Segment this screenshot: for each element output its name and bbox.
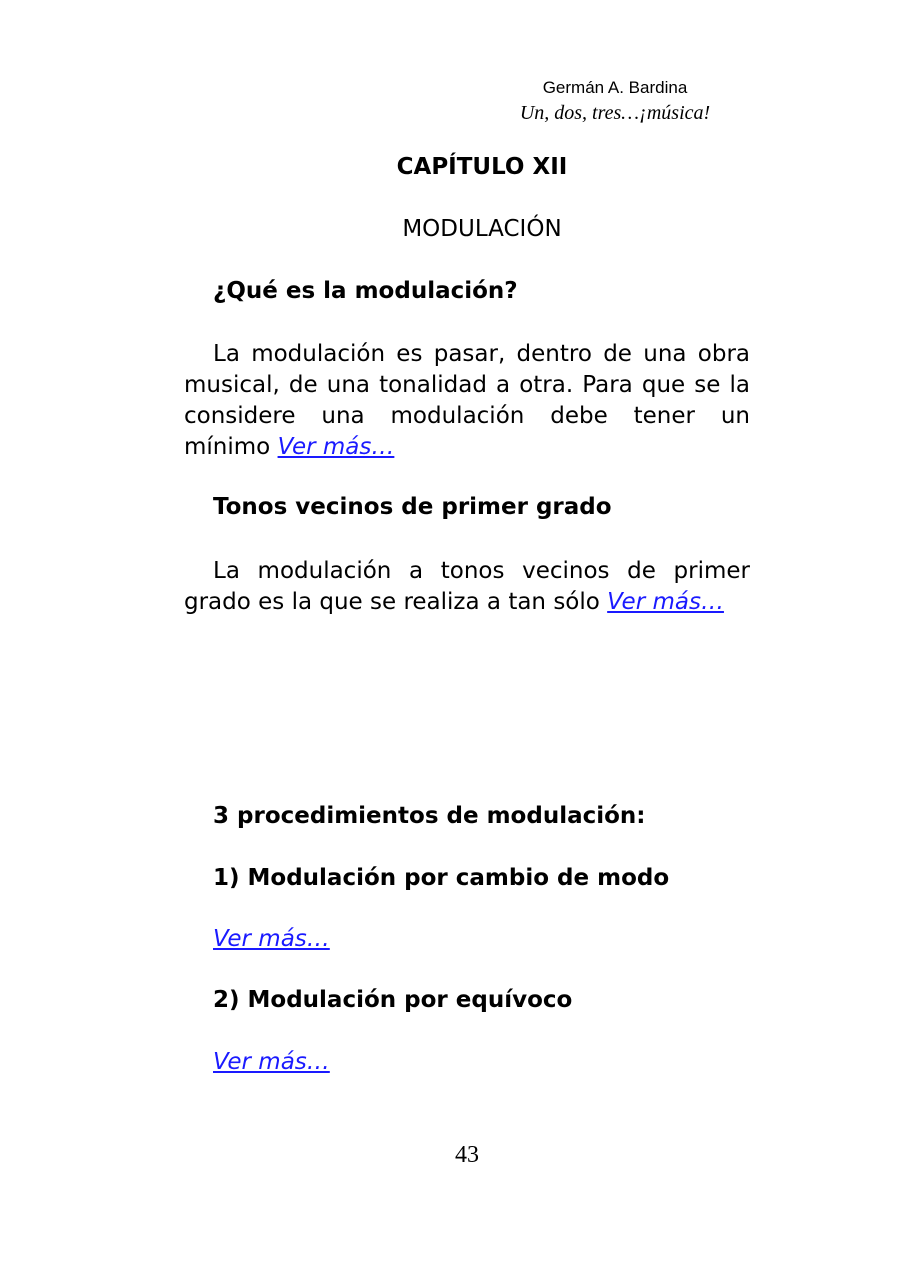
section-paragraph (184, 556, 750, 618)
link-wrapper (213, 926, 330, 952)
section-heading: 3 procedimientos de modulación: (213, 803, 646, 829)
chapter-subtitle: MODULACIÓN (402, 216, 562, 242)
link-wrapper (213, 1049, 330, 1075)
header-author: Germán A. Bardina (542, 78, 688, 97)
section-heading: ¿Qué es la modulación? (213, 278, 518, 304)
section-paragraph (184, 339, 750, 463)
ver-mas-link[interactable]: Ver más… (213, 1049, 330, 1075)
paragraph-text: La modulación a tonos vecinos de primer grado es la que se realiza a tan sólo (184, 558, 750, 615)
chapter-title: CAPÍTULO XII (396, 154, 568, 180)
header-book-title: Un, dos, tres…¡música! (519, 102, 711, 124)
section-heading: Tonos vecinos de primer grado (213, 494, 612, 520)
section-heading: 1) Modulación por cambio de modo (213, 865, 670, 891)
page-number: 43 (455, 1142, 479, 1168)
paragraph-text: La modulación es pasar, dentro de una obra musical, de una tonalidad a otra. Para que se la considere una modulación debe tener un mínimo (184, 341, 750, 460)
ver-mas-link[interactable]: Ver más… (607, 589, 724, 615)
ver-mas-link[interactable]: Ver más… (277, 434, 395, 460)
ver-mas-link[interactable]: Ver más… (213, 926, 330, 952)
section-heading: 2) Modulación por equívoco (213, 987, 573, 1013)
